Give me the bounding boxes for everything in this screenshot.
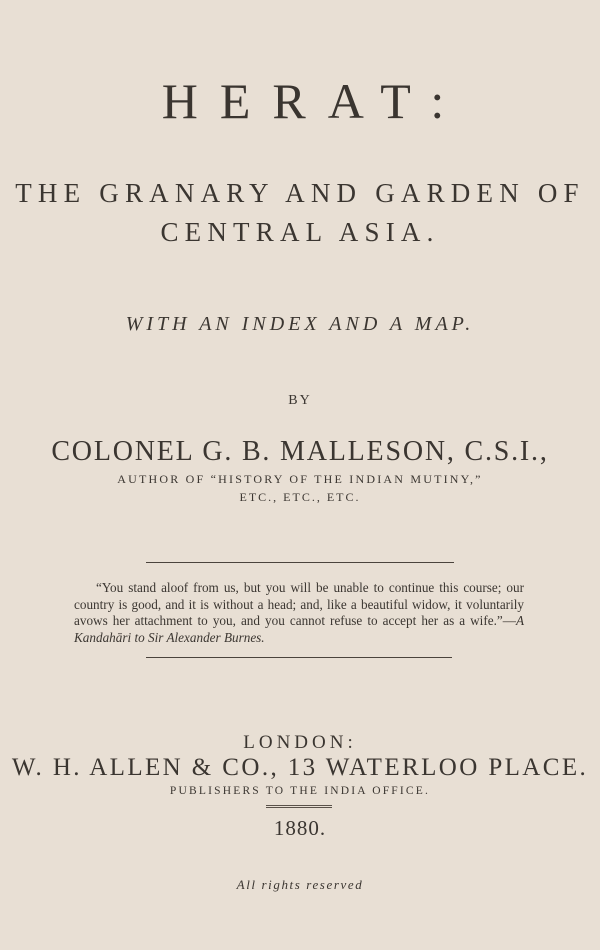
divider-bottom	[146, 657, 452, 658]
subtitle-line-2: CENTRAL ASIA.	[160, 217, 440, 247]
subtitle-line-1: THE GRANARY AND GARDEN OF	[15, 178, 585, 208]
imprint-publisher: W. H. ALLEN & CO., 13 WATERLOO PLACE.	[11, 754, 589, 781]
epigraph-attribution: A Kandahāri to Sir Alexander Burnes.	[74, 613, 524, 645]
year-divider	[266, 805, 332, 808]
imprint-year: 1880.	[273, 816, 327, 840]
author-name: COLONEL G. B. MALLESON, C.S.I.,	[51, 436, 549, 467]
divider-top	[146, 562, 454, 563]
imprint-publishers-to: PUBLISHERS TO THE INDIA OFFICE.	[169, 785, 431, 797]
imprint-city: LONDON:	[243, 732, 357, 753]
epigraph-text: “You stand aloof from us, but you will be unable to continue this course; our country is good, and it is without a head; and, like a beautiful widow, it voluntarily avows her attachment to you, and you cannot refuse to accept her as a wife.”—	[74, 580, 524, 628]
author-credits: AUTHOR OF “HISTORY OF THE INDIAN MUTINY,”	[117, 472, 483, 486]
index-note: WITH AN INDEX AND A MAP.	[125, 313, 475, 335]
rights-notice: All rights reserved	[236, 877, 364, 892]
epigraph	[74, 580, 524, 646]
author-credits-etc: ETC., ETC., ETC.	[239, 490, 361, 504]
by-label: BY	[288, 393, 312, 408]
book-title: HERAT:	[161, 73, 467, 129]
